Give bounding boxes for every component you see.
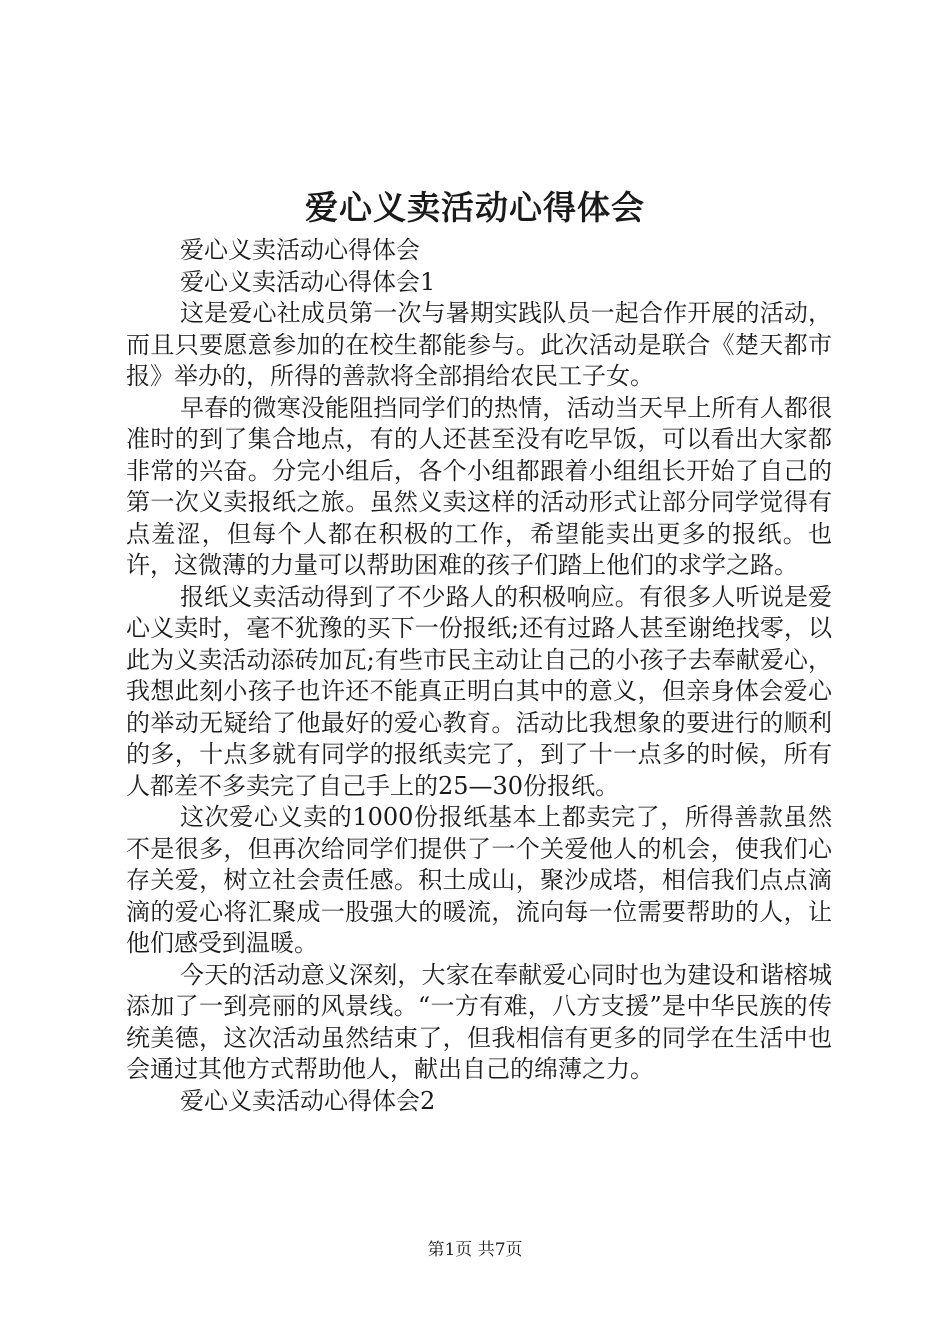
document-body: [126, 235, 832, 1117]
paragraph: 这次爱心义卖的1000份报纸基本上都卖完了，所得善款虽然不是很多，但再次给同学们提供了一个关爱他人的机会，使我们心存关爱，树立社会责任感。积土成山，聚沙成塔，相信我们点点滴滴的爱心将汇聚成一股强大的暖流，流向每一位需要帮助的人，让他们感受到温暖。: [126, 803, 832, 957]
paragraph-subheading: 爱心义卖活动心得体会2: [180, 1086, 436, 1115]
paragraph: 报纸义卖活动得到了不少路人的积极响应。有很多人听说是爱心义卖时，毫不犹豫的买下一份报纸;还有过路人甚至谢绝找零，以此为义卖活动添砖加瓦;有些市民主动让自己的小孩子去奉献爱心，我想此刻小孩子也许还不能真正明白其中的意义，但亲身体会爱心的举动无疑给了他最好的爱心教育。活动比我想象的要进行的顺利的多，十点多就有同学的报纸卖完了，到了十一点多的时候，所有人都差不多卖完了自己手上的25—30份报纸。: [126, 582, 832, 800]
paragraph-subheading: 爱心义卖活动心得体会1: [180, 267, 436, 296]
document-title: 爱心义卖活动心得体会: [305, 188, 645, 227]
page-footer: 第1页 共7页: [427, 1240, 523, 1260]
paragraph: 这是爱心社成员第一次与暑期实践队员一起合作开展的活动，而且只要愿意参加的在校生都能参与。此次活动是联合《楚天都市报》举办的，所得的善款将全部捐给农民工子女。: [126, 299, 832, 390]
paragraph: 今天的活动意义深刻，大家在奉献爱心同时也为建设和谐榕城添加了一到亮丽的风景线。“一方有难，八方支援”是中华民族的传统美德，这次活动虽然结束了，但我相信有更多的同学在生活中也会通过其他方式帮助他人，献出自己的绵薄之力。: [126, 960, 832, 1083]
paragraph-heading: 爱心义卖活动心得体会: [180, 236, 420, 264]
paragraph: 早春的微寒没能阻挡同学们的热情，活动当天早上所有人都很准时的到了集合地点，有的人还甚至没有吃早饭，可以看出大家都非常的兴奋。分完小组后，各个小组都跟着小组组长开始了自己的第一次义卖报纸之旅。虽然义卖这样的活动形式让部分同学觉得有点羞涩，但每个人都在积极的工作，希望能卖出更多的报纸。也许，这微薄的力量可以帮助困难的孩子们踏上他们的求学之路。: [126, 393, 832, 579]
